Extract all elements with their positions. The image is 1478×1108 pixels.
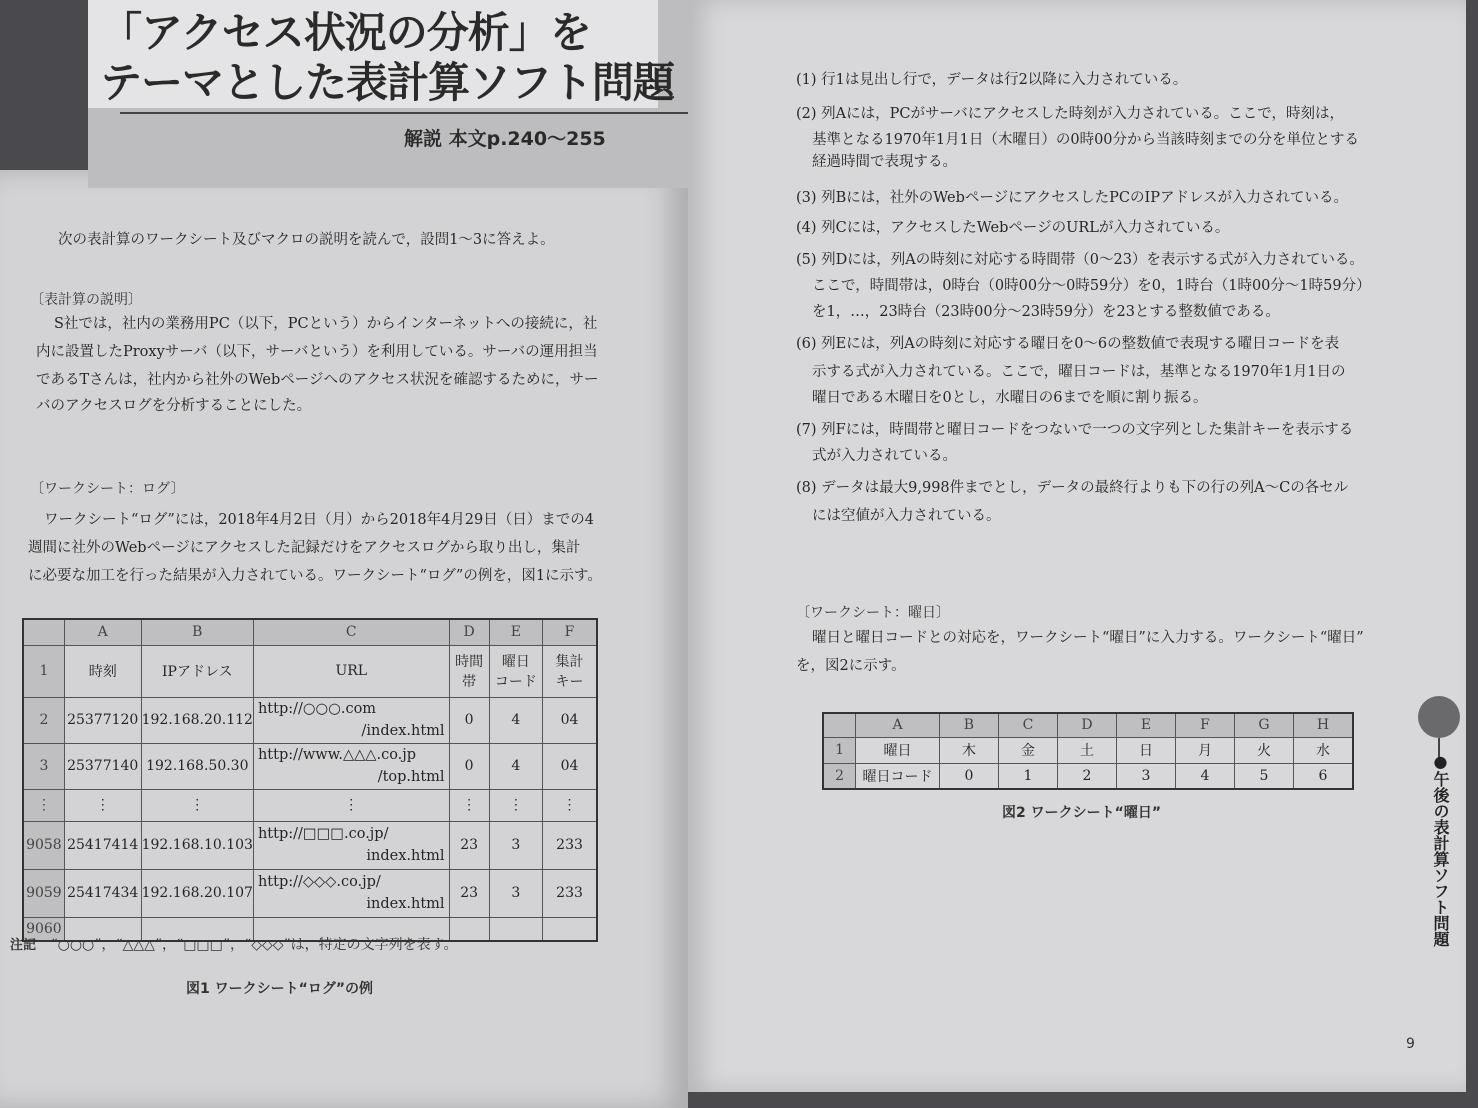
log-sheet-heading: 〔ワークシート：ログ〕	[30, 481, 185, 497]
cell: 3	[489, 869, 542, 917]
cell: URL	[253, 645, 449, 697]
cell	[543, 917, 597, 941]
table-row	[823, 737, 1353, 763]
cell-line: キー	[555, 674, 584, 690]
spreadsheet-desc-line: バのアクセスログを分析することにした。	[36, 398, 312, 414]
cell: 5	[1234, 763, 1293, 789]
item-line: (4) 列Cには，アクセスしたWebページのURLが入力されている。	[796, 220, 1230, 236]
row-header: 9060	[23, 917, 64, 941]
subtitle: 解説 本文p.240〜255	[404, 128, 606, 150]
cell: ⋮	[449, 789, 489, 821]
cell	[489, 645, 542, 697]
spreadsheet-desc-line: であるTさんは，社内から社外のWebページへのアクセス状況を確認するために，サー	[36, 372, 599, 388]
cell: 6	[1293, 763, 1353, 789]
item-line: (2) 列Aには，PCがサーバにアクセスした時刻が入力されている。ここで，時刻は，	[796, 106, 1345, 122]
item-line: を1，…，23時台（23時00分〜23時59分）を23とする整数値である。	[812, 304, 1280, 320]
weekday-sheet-line: 曜日と曜日コードとの対応を，ワークシート“曜日”に入力する。ワークシート“曜日”	[812, 630, 1364, 646]
cell: 192.168.20.107	[141, 869, 253, 917]
table-row	[23, 743, 597, 789]
figure-2-caption: 図2 ワークシート“曜日”	[1002, 805, 1162, 821]
item-line: (5) 列Dには，列Aの時刻に対応する時間帯（0〜23）を表示する式が入力されている。	[796, 252, 1364, 268]
item-line: (3) 列Bには，社外のWebページにアクセスしたPCのIPアドレスが入力されている。	[796, 190, 1349, 206]
cell: 金	[998, 737, 1057, 763]
note-label: 注記	[10, 938, 37, 953]
cell: 火	[1234, 737, 1293, 763]
cell: 23	[449, 821, 489, 869]
cell-line: 集計	[555, 654, 584, 670]
cell: ⋮	[543, 789, 597, 821]
cell: 192.168.10.103	[141, 821, 253, 869]
cell	[253, 697, 449, 743]
item-line: 基準となる1970年1月1日（木曜日）の0時00分から当該時刻までの分を単位とする	[812, 132, 1360, 148]
item-line: には空値が入力されている。	[812, 508, 1001, 524]
title-rule	[120, 112, 694, 114]
cell: 3	[489, 821, 542, 869]
item-line: 経過時間で表現する。	[812, 154, 957, 170]
cell: 土	[1057, 737, 1116, 763]
table-row	[23, 645, 597, 697]
table-row	[823, 763, 1353, 789]
cell: IPアドレス	[141, 645, 253, 697]
cell: 4	[489, 743, 542, 789]
page-number: 9	[1406, 1036, 1415, 1052]
cell	[489, 917, 542, 941]
figure-1-note	[10, 934, 458, 954]
row-header: 2	[23, 697, 64, 743]
cell: 0	[449, 743, 489, 789]
cell-line: 帯	[462, 674, 477, 690]
column-header: D	[449, 619, 489, 645]
cell: 2	[1057, 763, 1116, 789]
cell: 23	[449, 869, 489, 917]
item-line: (1) 行1は見出し行で，データは行2以降に入力されている。	[796, 72, 1188, 88]
title-line-1: 「アクセス状況の分析」を	[100, 8, 591, 57]
item-line: (8) データは最大9,998件までとし，データの最終行よりも下の行の列A〜Cの各セル	[796, 480, 1349, 496]
column-header: E	[1116, 713, 1175, 737]
log-sheet-line: に必要な加工を行った結果が入力されている。ワークシート“ログ”の例を，図1に示す。	[28, 568, 602, 584]
note-text: “○○○”，“△△△”，“□□□”，“◇◇◇”は，特定の文字列を表す。	[50, 937, 458, 953]
item-line: (7) 列Fには，時間帯と曜日コードをつないで一つの文字列とした集計キーを表示する	[796, 422, 1354, 438]
weekday-sheet-heading: 〔ワークシート：曜日〕	[796, 605, 950, 621]
intro-text: 次の表計算のワークシート及びマクロの説明を読んで，設問1〜3に答えよ。	[58, 232, 555, 248]
url-part: index.html	[366, 896, 445, 912]
cell: 192.168.50.30	[141, 743, 253, 789]
cell: 0	[449, 697, 489, 743]
cell	[543, 645, 597, 697]
column-header: G	[1234, 713, 1293, 737]
cell: 3	[1116, 763, 1175, 789]
spreadsheet-desc-line: 内に設置したProxyサーバ（以下，サーバという）を利用している。サーバの運用担当	[36, 344, 598, 360]
cell: 時刻	[64, 645, 141, 697]
item-line: 式が入力されている。	[812, 448, 957, 464]
column-header: C	[998, 713, 1057, 737]
log-sheet-line: ワークシート“ログ”には，2018年4月2日（月）から2018年4月29日（日）までの4	[44, 512, 594, 528]
cell: 木	[939, 737, 998, 763]
figure-2-table	[822, 712, 1354, 790]
url-part: http://□□□.co.jp/	[257, 826, 389, 842]
cell: 0	[939, 763, 998, 789]
column-header: H	[1293, 713, 1353, 737]
cell: 1	[998, 763, 1057, 789]
row-header: 3	[23, 743, 64, 789]
url-part: http://◇◇◇.co.jp/	[257, 874, 381, 890]
cell: 25417414	[64, 821, 141, 869]
cell	[253, 743, 449, 789]
spreadsheet-desc-line: S社では，社内の業務用PC（以下，PCという）からインターネットへの接続に，社	[54, 316, 598, 332]
table-row	[23, 869, 597, 917]
cell	[253, 869, 449, 917]
row-header: 1	[23, 645, 64, 697]
cell: ⋮	[141, 789, 253, 821]
title-line-2: テーマとした表計算ソフト問題	[100, 58, 675, 107]
section-tab-marker	[1418, 696, 1460, 738]
table-row	[23, 697, 597, 743]
row-header: ⋮	[23, 789, 64, 821]
item-line: ここで，時間帯は，0時台（0時00分〜0時59分）を0，1時台（1時00分〜1時59分）	[812, 278, 1371, 294]
cell	[253, 821, 449, 869]
url-part: http://○○○.com	[257, 701, 377, 717]
cell: 月	[1175, 737, 1234, 763]
cell: 水	[1293, 737, 1353, 763]
log-sheet-line: 週間に社外のWebページにアクセスした記録だけをアクセスログから取り出し，集計	[28, 540, 581, 556]
row-header: 1	[823, 737, 856, 763]
cell: ⋮	[253, 789, 449, 821]
column-header: A	[64, 619, 141, 645]
column-header	[823, 713, 856, 737]
column-header: B	[141, 619, 253, 645]
figure-1-caption: 図1 ワークシート“ログ”の例	[186, 981, 374, 997]
column-header	[23, 619, 64, 645]
cell: 曜日コード	[856, 763, 940, 789]
cell: 25417434	[64, 869, 141, 917]
cell: 4	[489, 697, 542, 743]
cell: 233	[543, 869, 597, 917]
url-part: index.html	[366, 848, 445, 864]
cell: 192.168.20.112	[141, 697, 253, 743]
section-tab-label: ●午後の表計算ソフト問題	[1431, 752, 1450, 947]
cell: 25377120	[64, 697, 141, 743]
cell: 04	[543, 697, 597, 743]
cell-line: コード	[494, 674, 537, 690]
cell: ⋮	[489, 789, 542, 821]
column-header: A	[856, 713, 940, 737]
table-row	[23, 789, 597, 821]
url-part: /top.html	[377, 769, 445, 785]
weekday-sheet-line: を，図2に示す。	[796, 658, 906, 674]
cell: 4	[1175, 763, 1234, 789]
cell	[449, 645, 489, 697]
cell-line: 時間	[455, 654, 484, 670]
row-header: 2	[823, 763, 856, 789]
cell: 曜日	[856, 737, 940, 763]
url-part: http://www.△△△.co.jp	[257, 747, 417, 763]
cell: ⋮	[64, 789, 141, 821]
page-title	[100, 8, 700, 108]
table-row	[23, 821, 597, 869]
cell-line: 曜日	[501, 654, 530, 670]
cell: 04	[543, 743, 597, 789]
cell: 233	[543, 821, 597, 869]
spreadsheet-desc-heading: 〔表計算の説明〕	[30, 292, 142, 308]
item-line: 示する式が入力されている。ここで，曜日コードは，基準となる1970年1月1日の	[812, 364, 1346, 380]
column-header: D	[1057, 713, 1116, 737]
right-page	[688, 0, 1466, 1092]
column-header: F	[1175, 713, 1234, 737]
item-line: (6) 列Eには，列Aの時刻に対応する曜日を0〜6の整数値で表現する曜日コードを表	[796, 336, 1340, 352]
figure-1-table	[22, 618, 598, 942]
column-header: B	[939, 713, 998, 737]
column-header: F	[543, 619, 597, 645]
row-header: 9059	[23, 869, 64, 917]
column-header: E	[489, 619, 542, 645]
column-header: C	[253, 619, 449, 645]
item-line: 曜日である木曜日を0とし，水曜日の6までを順に割り振る。	[812, 390, 1208, 406]
row-header: 9058	[23, 821, 64, 869]
url-part: /index.html	[361, 723, 445, 739]
cell: 日	[1116, 737, 1175, 763]
cell: 25377140	[64, 743, 141, 789]
